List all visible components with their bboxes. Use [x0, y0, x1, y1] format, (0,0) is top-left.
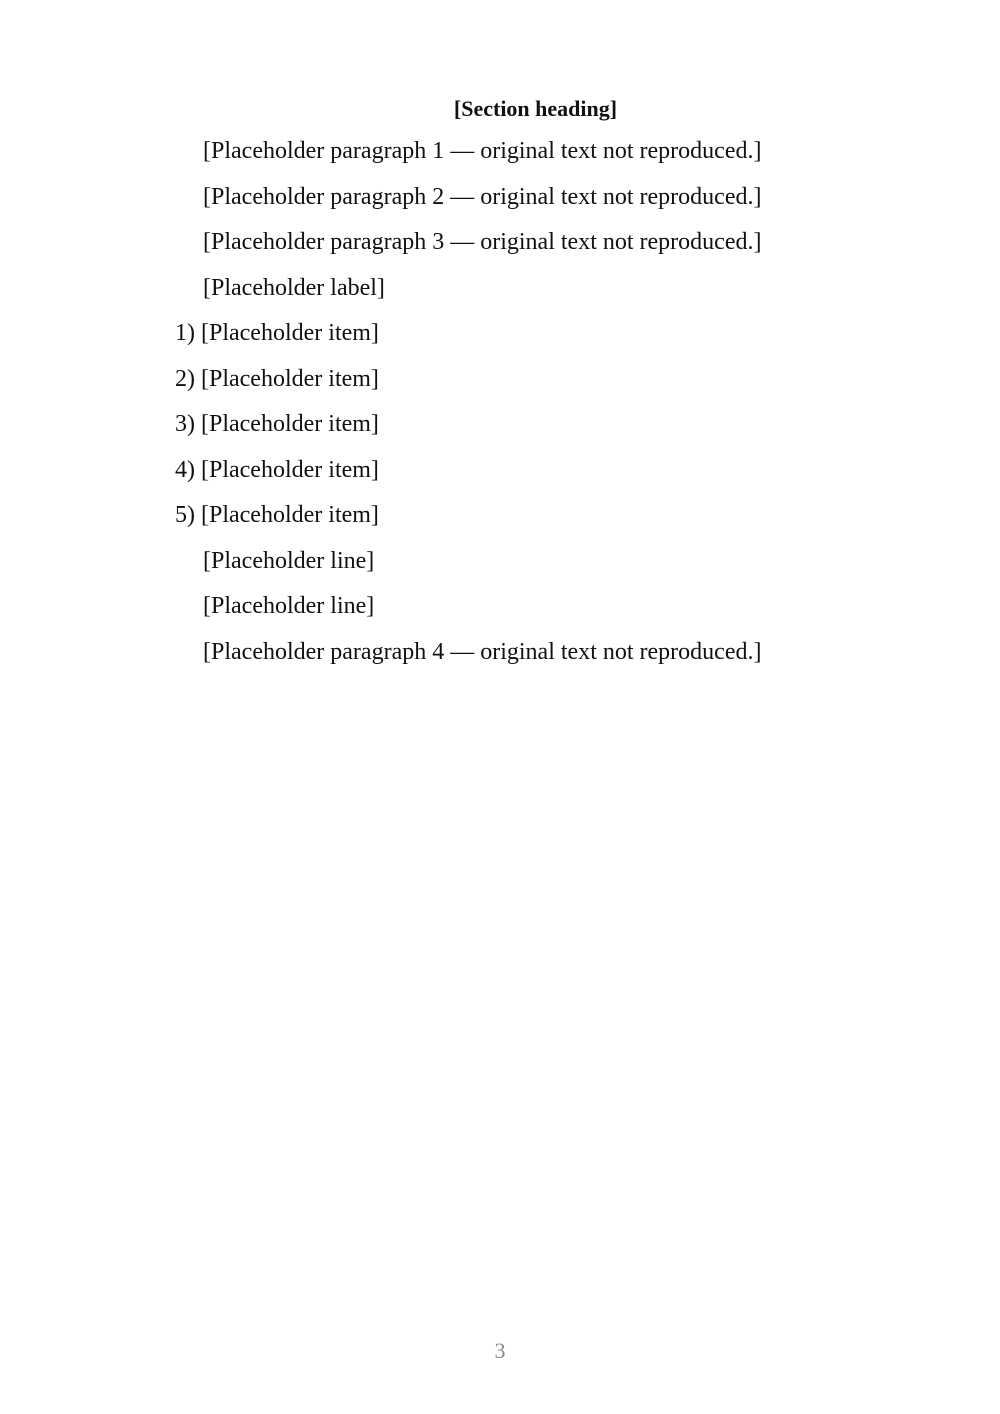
task-item-4: 4) [Placeholder item]	[175, 456, 379, 483]
research-subject: [Placeholder line]	[203, 593, 375, 619]
task-item-5: 5) [Placeholder item]	[175, 502, 379, 528]
page-number: 3	[494, 1338, 506, 1363]
goal-paragraph: [Placeholder paragraph 3 — original text not reproduced.]	[203, 229, 762, 255]
page-content	[143, 94, 928, 680]
task-item-3: 3) [Placeholder item]	[175, 411, 379, 437]
relevance-paragraph: [Placeholder paragraph 1 — original text not reproduced.]	[203, 138, 762, 164]
task-item-1: 1) [Placeholder item]	[175, 320, 379, 346]
section-heading: [Section heading]	[453, 96, 618, 121]
problem-paragraph: [Placeholder paragraph 2 — original text not reproduced.]	[203, 183, 762, 210]
hypothesis-paragraph: [Placeholder paragraph 4 — original text not reproduced.]	[203, 638, 762, 665]
tasks-intro: [Placeholder label]	[203, 274, 385, 301]
research-object: [Placeholder line]	[203, 547, 375, 574]
task-item-2: 2) [Placeholder item]	[175, 365, 379, 392]
